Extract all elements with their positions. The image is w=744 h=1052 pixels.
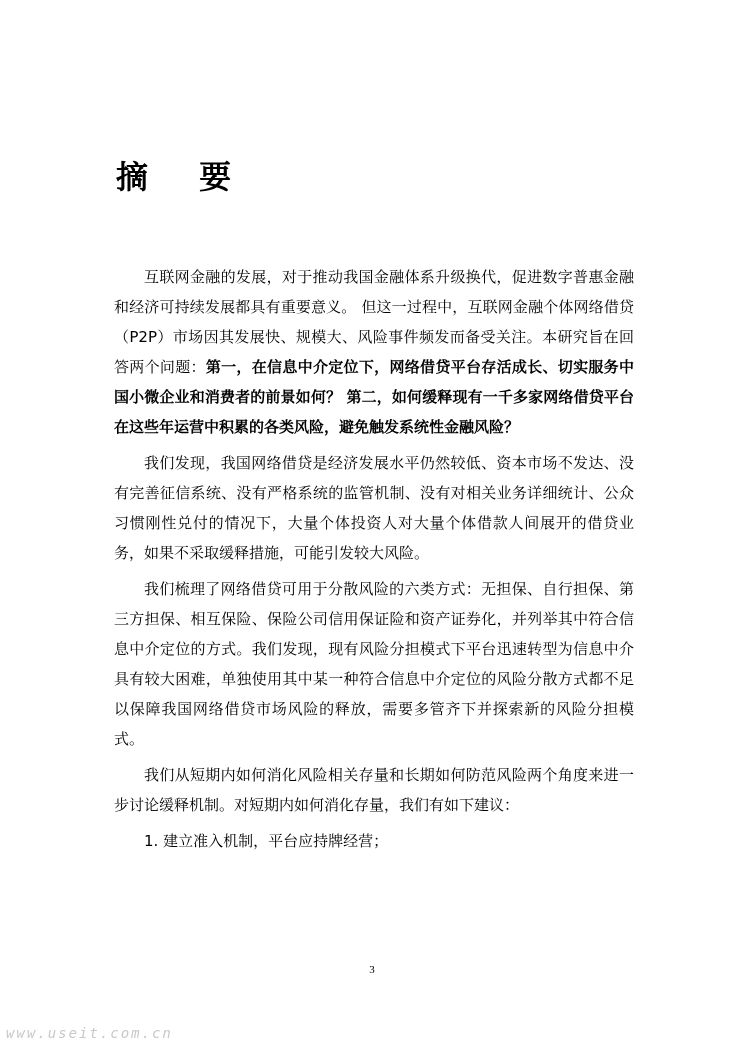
paragraph-findings: 我们发现，我国网络借贷是经济发展水平仍然较低、资本市场不发达、没有完善征信系统、没有严格系统的监管机制、没有对相关业务详细统计、公众习惯刚性兑付的情况下，大量个体投资人对大量个体借款人间展开的借贷业务，如果不采取缓释措施，可能引发较大风险。 <box>114 454 634 562</box>
paragraph-mitigation: 我们从短期内如何消化风险相关存量和长期如何防范风险两个角度来进一步讨论缓释机制。对短期内如何消化存量，我们有如下建议： <box>114 766 634 814</box>
abstract-body <box>114 262 634 862</box>
page-number: 3 <box>369 964 375 976</box>
intro-text: 互联网金融的发展，对于推动我国金融体系升级换代，促进数字普惠金融和经济可持续发展都具有重要意义。 但这一过程中，互联网金融个体网络借贷（P2P）市场因其发展快、规模大、风险事件频发而备受关注。本研究旨在回答两个问题： <box>114 268 634 376</box>
list-item: 1. 建立准入机制，平台应持牌经营； <box>144 832 389 850</box>
research-questions: 第一，在信息中介定位下，网络借贷平台存活成长、切实服务中国小微企业和消费者的前景如何？ 第二，如何缓释现有一千多家网络借贷平台在这些年运营中积累的各类风险，避免触发系统性金融风险？ <box>114 358 634 436</box>
paragraph-intro <box>114 262 634 442</box>
paragraph-risk-methods: 我们梳理了网络借贷可用于分散风险的六类方式：无担保、自行担保、第三方担保、相互保险、保险公司信用保证险和资产证券化，并列举其中符合信息中介定位的方式。我们发现，现有风险分担模式下平台迅速转型为信息中介具有较大困难，单独使用其中某一种符合信息中介定位的风险分散方式都不足以保障我国网络借贷市场风险的释放，需要多管齐下并探索新的风险分担模式。 <box>114 580 634 748</box>
watermark: www.useit.com.cn <box>6 1026 173 1042</box>
page-title: 摘 要 <box>116 158 252 196</box>
